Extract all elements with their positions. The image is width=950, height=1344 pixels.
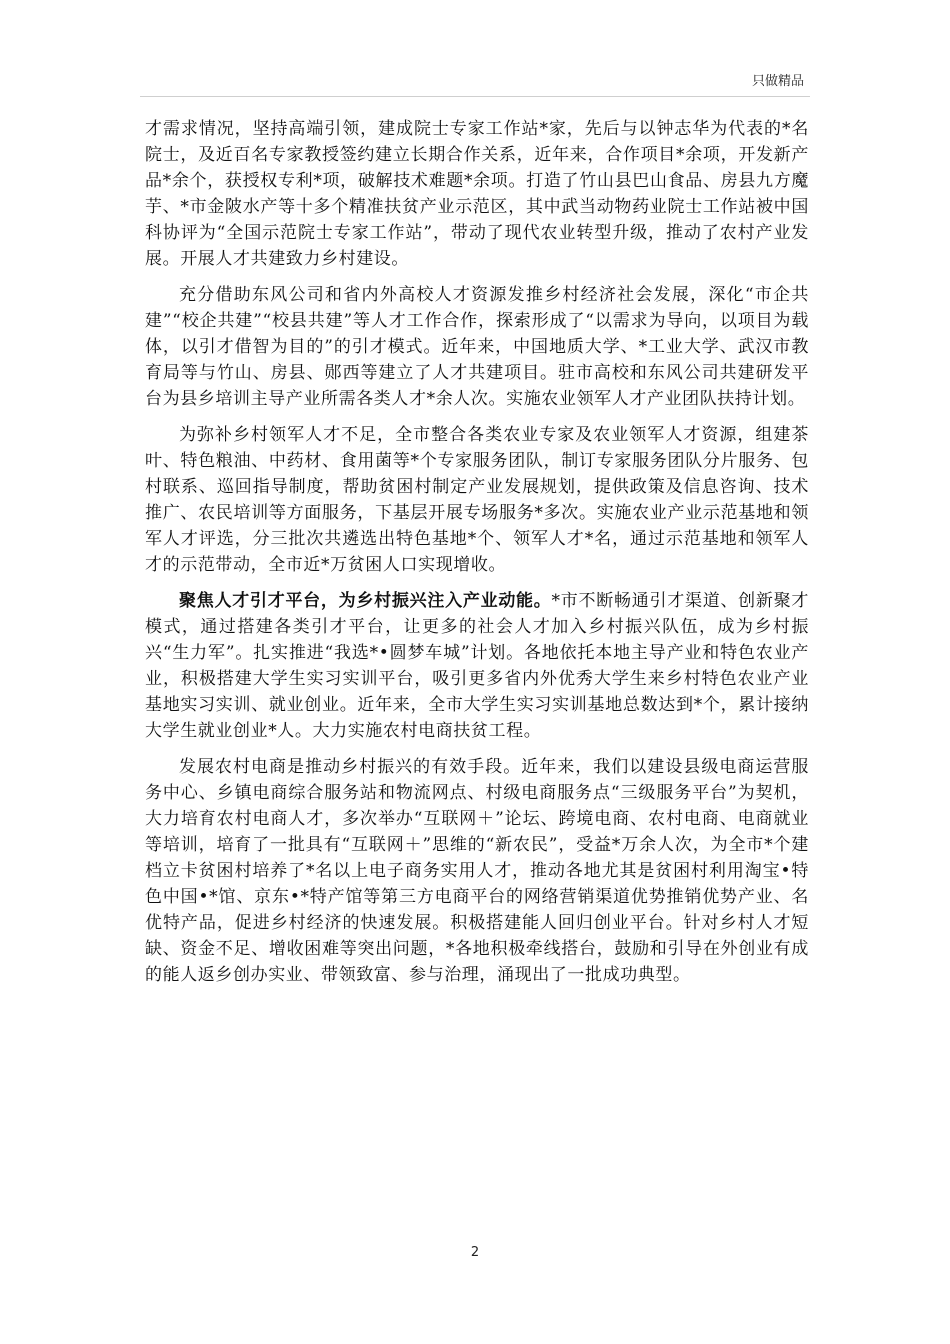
page-number: 2: [470, 1245, 480, 1260]
header-tag: 只做精品: [751, 74, 804, 89]
paragraph-5: 发展农村电商是推动乡村振兴的有效手段。近年来，我们以建设县级电商运营服务中心、乡镇电商综合服务站和物流网点、村级电商服务点“三级服务平台”为契机，大力培育农村电商人才，多次举办“互联网＋”论坛、跨境电商、农村电商、电商就业等培训，培育了一批具有“互联网＋”思维的“新农民”，受益*万余人次，为全市*个建档立卡贫困村培养了*名以上电子商务实用人才，推动各地尤其是贫困村利用淘宝•特色中国•*馆、京东•*特产馆等第三方电商平台的网络营销渠道优势推销优势产业、名优特产品，促进乡村经济的快速发展。积极搭建能人回归创业平台。针对乡村人才短缺、资金不足、增收困难等突出问题，*各地积极牵线搭台，鼓励和引导在外创业有成的能人返乡创办实业、带领致富、参与治理，涌现出了一批成功典型。: [145, 757, 809, 985]
paragraph-1: 才需求情况，坚持高端引领，建成院士专家工作站*家，先后与以钟志华为代表的*名院士，及近百名专家教授签约建立长期合作关系，近年来，合作项目*余项，开发新产品*余个，获授权专利*项，破解技术难题*余项。打造了竹山县巴山食品、房县九方魔芋、*市金陂水产等十多个精准扶贫产业示范区，其中武当动物药业院士工作站被中国科协评为“全国示范院士专家工作站”，带动了现代农业转型升级，推动了农村产业发展。开展人才共建致力乡村建设。: [145, 119, 809, 269]
paragraph-4-body: *市不断畅通引才渠道、创新聚才模式，通过搭建各类引才平台，让更多的社会人才加入乡村振兴队伍，成为乡村振兴“生力军”。扎实推进“我选*•圆梦车城”计划。各地依托本地主导产业和特色农业产业，积极搭建大学生实习实训平台，吸引更多省内外优秀大学生来乡村特色农业产业基地实习实训、就业创业。近年来，全市大学生实习实训基地总数达到*个，累计接纳大学生就业创业*人。大力实施农村电商扶贫工程。: [145, 591, 810, 741]
header-divider: [140, 96, 810, 97]
paragraph-4: [145, 588, 809, 744]
paragraph-4-heading: 聚焦人才引才平台，为乡村振兴注入产业动能。: [179, 591, 552, 611]
paragraph-3: 为弥补乡村领军人才不足，全市整合各类农业专家及农业领军人才资源，组建茶叶、特色粮油、中药材、食用菌等*个专家服务团队，制订专家服务团队分片服务、包村联系、巡回指导制度，帮助贫困村制定产业发展规划，提供政策及信息咨询、技术推广、农民培训等方面服务，下基层开展专场服务*多次。实施农业产业示范基地和领军人才评选，分三批次共遴选出特色基地*个、领军人才*名，通过示范基地和领军人才的示范带动，全市近*万贫困人口实现增收。: [145, 425, 809, 575]
paragraph-2: 充分借助东风公司和省内外高校人才资源发推乡村经济社会发展，深化“市企共建”“校企共建”“校县共建”等人才工作合作，探索形成了“以需求为导向，以项目为载体，以引才借智为目的”的引才模式。近年来，中国地质大学、*工业大学、武汉市教育局等与竹山、房县、郧西等建立了人才共建项目。驻市高校和东风公司共建研发平台为县乡培训主导产业所需各类人才*余人次。实施农业领军人才产业团队扶持计划。: [145, 285, 809, 409]
document-body: [145, 116, 809, 998]
